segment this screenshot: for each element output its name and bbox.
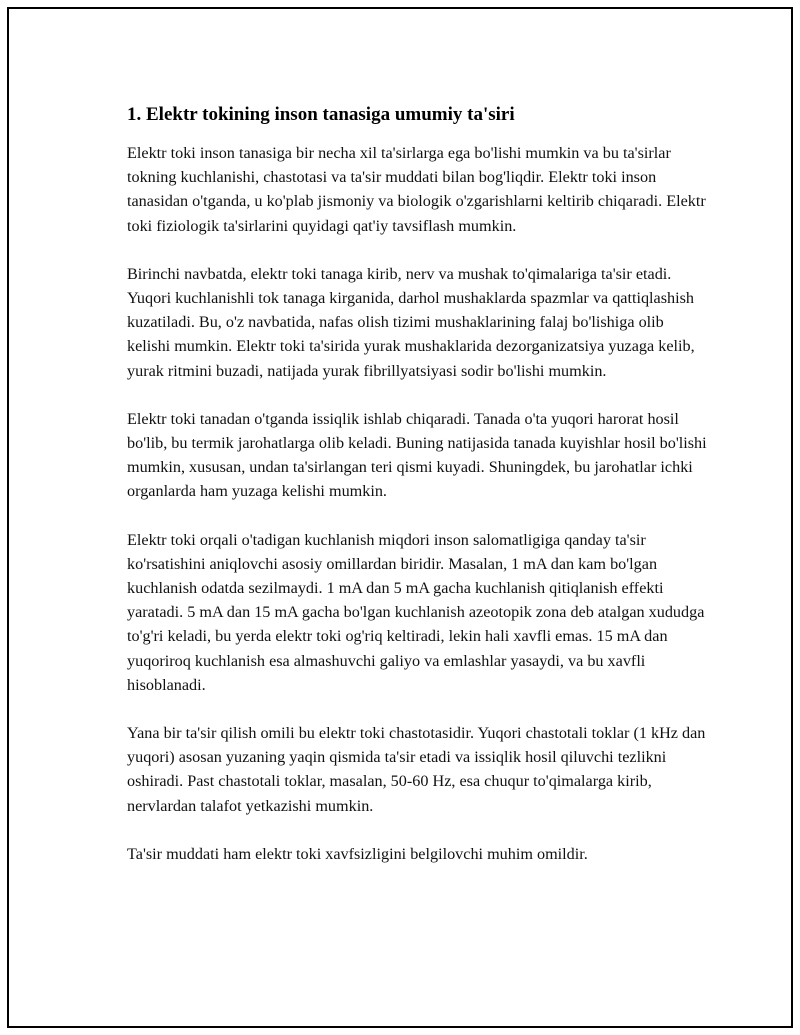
paragraph-1: Elektr toki inson tanasiga bir necha xil ta'sirlarga ega bo'lishi mumkin va bu ta'sirlar tokning kuchlanishi, chastotasi va ta'sir muddati bilan bog'liqdir. Elektr toki inson tanasidan o'tganda, u ko'plab jismoniy va biologik o'zgarishlarni keltirib chiqaradi. Elektr toki fiziologik ta'sirlarini quyidagi qat'iy tavsiflash mumkin. [127, 144, 706, 235]
section-heading: 1. Elektr tokining inson tanasiga umumiy ta'siri [127, 104, 515, 125]
paragraph-4: Elektr toki orqali o'tadigan kuchlanish miqdori inson salomatligiga qanday ta'sir ko'rsatishini aniqlovchi asosiy omillardan biridir. Masalan, 1 mA dan kam bo'lgan kuchlanish odatda sezilmaydi. 1 mA dan 5 mA gacha kuchlanish qitiqlanish effekti yaratadi. 5 mA dan 15 mA gacha bo'lgan kuchlanish azeotopik zona deb atalgan xududga to'g'ri keladi, bu yerda elektr toki og'riq keltiradi, lekin hali xavfli emas. 15 mA dan yuqoriroq kuchlanish esa almashuvchi galiyo va emlashlar yasaydi, va bu xavfli hisoblanadi. [127, 530, 705, 694]
page-frame [7, 7, 793, 1028]
paragraph-6: Ta'sir muddati ham elektr toki xavfsizligini belgilovchi muhim omildir. [127, 844, 588, 863]
paragraph-5: Yana bir ta'sir qilish omili bu elektr toki chastotasidir. Yuqori chastotali toklar (1 kHz dan yuqori) asosan yuzaning yaqin qismida ta'sir etadi va issiqlik hosil qiluvchi tezlikni oshiradi. Past chastotali toklar, masalan, 50-60 Hz, esa chuqur to'qimalarga kirib, nervlardan talafot yetkazishi mumkin. [127, 724, 706, 815]
document-body [127, 100, 707, 890]
paragraph-2: Birinchi navbatda, elektr toki tanaga kirib, nerv va mushak to'qimalariga ta'sir etadi. Yuqori kuchlanishli tok tanaga kirganida, darhol mushaklarda spazmlar va qattiqlashish kuzatiladi. Bu, o'z navbatida, nafas olish tizimi mushaklarining falaj bo'lishiga olib kelishi mumkin. Elektr toki ta'sirida yurak mushaklarida dezorganizatsiya yuzaga kelib, yurak ritmini buzadi, natijada yurak fibrillyatsiyasi sodir bo'lishi mumkin. [127, 264, 695, 380]
paragraph-3: Elektr toki tanadan o'tganda issiqlik ishlab chiqaradi. Tanada o'ta yuqori harorat hosil bo'lib, bu termik jarohatlarga olib keladi. Buning natijasida tanada kuyishlar hosil bo'lishi mumkin, xususan, undan ta'sirlangan teri qismi kuyadi. Shuningdek, bu jarohatlar ichki organlarda ham yuzaga kelishi mumkin. [127, 409, 707, 501]
